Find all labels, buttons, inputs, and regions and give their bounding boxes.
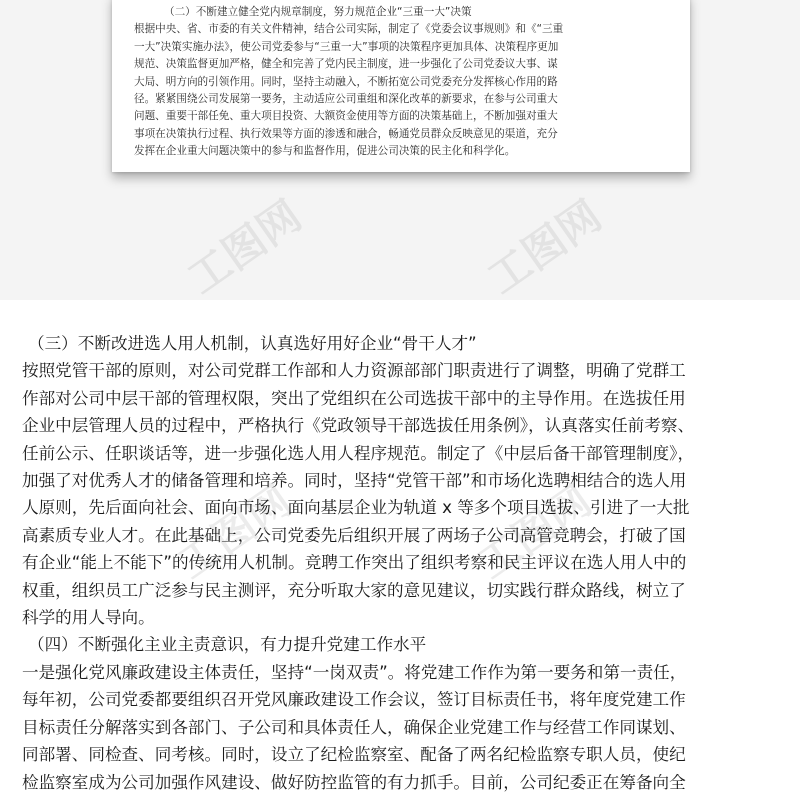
preview-line: 一大”决策实施办法》，使公司党委参与“三重一大”事项的决策程序更加具体、决策程序更加 bbox=[134, 40, 559, 53]
preview-background bbox=[0, 0, 800, 300]
watermark: 工图网 bbox=[168, 475, 301, 589]
paragraph-line: 目标责任分解落实到各部门、子公司和具体责任人，确保企业党建工作与经营工作同谋划、 bbox=[22, 717, 686, 737]
paragraph-line: 任前公示、任职谈话等，进一步强化选人用人程序规范。制定了《中层后备干部管理制度》， bbox=[22, 443, 695, 463]
paragraph-line: 科学的用人导向。 bbox=[22, 608, 155, 628]
paragraph-line: 有企业“能上不能下”的传统用人机制。竞聘工作突出了组织考察和民主评议在选人用人中的 bbox=[22, 553, 687, 573]
paragraph-line: 检监察室成为公司加强作风建设、做好防控监管的有力抓手。目前，公司纪委正在筹备向全 bbox=[22, 772, 686, 792]
paragraph-line: 同部署、同检查、同考核。同时，设立了纪检监察室、配备了两名纪检监察专职人员，使纪 bbox=[22, 745, 686, 765]
preview-text bbox=[134, 0, 674, 161]
watermark: 工图网 bbox=[478, 190, 611, 304]
preview-line: 发挥在企业重大问题决策中的参与和监督作用，促进公司决策的民主化和科学化。 bbox=[134, 145, 516, 158]
paragraph-line: 一是强化党风廉政建设主体责任，坚持“一岗双责”。将党建工作作为第一要务和第一责任， bbox=[22, 662, 687, 682]
paragraph-line: 企业中层管理人员的过程中，严格执行《党政领导干部选拔任用条例》，认真落实任前考察、 bbox=[22, 416, 695, 436]
paragraph-line: 高素质专业人才。在此基础上，公司党委先后组织开展了两场子公司高管竞聘会，打破了国 bbox=[22, 525, 686, 545]
paragraph-line: 加强了对优秀人才的储备管理和培养。同时，坚持“党管干部”和市场化选聘相结合的选人用 bbox=[22, 471, 687, 491]
preview-line: 径。紧紧围绕公司发展第一要务，主动适应公司重组和深化改革的新要求，在参与公司重大 bbox=[134, 93, 558, 106]
paragraph-line: 权重，组织员工广泛参与民主测评，充分听取大家的意见建议，切实践行群众路线，树立了 bbox=[22, 580, 686, 600]
document-body bbox=[22, 330, 782, 796]
paragraph-line: 按照党管干部的原则，对公司党群工作部和人力资源部部门职责进行了调整，明确了党群工 bbox=[22, 361, 686, 381]
paragraph-line: 作部对公司中层干部的管理权限，突出了党组织在公司选拔干部中的主导作用。在选拔任用 bbox=[22, 388, 686, 408]
preview-line: 规范、决策监督更加严格，健全和完善了党内民主制度，进一步强化了公司党委议大事、谋 bbox=[134, 58, 558, 71]
section-heading: （三）不断改进选人用人机制，认真选好用好企业“骨干人才” bbox=[28, 334, 477, 353]
preview-line: 问题、重要干部任免、重大项目投资、大额资金使用等方面的决策基础上，不断加强对重大 bbox=[134, 110, 558, 123]
watermark: 工图网 bbox=[178, 190, 311, 304]
preview-heading: （二）不断建立健全党内规章制度，努力规范企业“三重一大”决策 bbox=[164, 6, 472, 18]
document-preview-card bbox=[112, 0, 690, 172]
preview-line: 根据中央、省、市委的有关文件精神，结合公司实际，制定了《党委会议事规则》和《“三重 bbox=[134, 23, 564, 36]
paragraph-line: 人原则，先后面向社会、面向市场、面向基层企业为轨道 x 等多个项目选拔、引进了一大批 bbox=[22, 498, 690, 518]
preview-line: 大局、明方向的引领作用。同时，坚持主动融入，不断拓宽公司党委充分发挥核心作用的路 bbox=[134, 75, 558, 88]
section-heading: （四）不断强化主业主责意识，有力提升党建工作水平 bbox=[28, 635, 427, 655]
paragraph-line: 每年初，公司党委都要组织召开党风廉政建设工作会议，签订目标责任书，将年度党建工作 bbox=[22, 690, 686, 710]
preview-line: 事项在决策执行过程、执行效果等方面的渗透和融合，畅通党员群众反映意见的渠道，充分 bbox=[134, 127, 558, 140]
watermark: 工图网 bbox=[468, 475, 601, 589]
